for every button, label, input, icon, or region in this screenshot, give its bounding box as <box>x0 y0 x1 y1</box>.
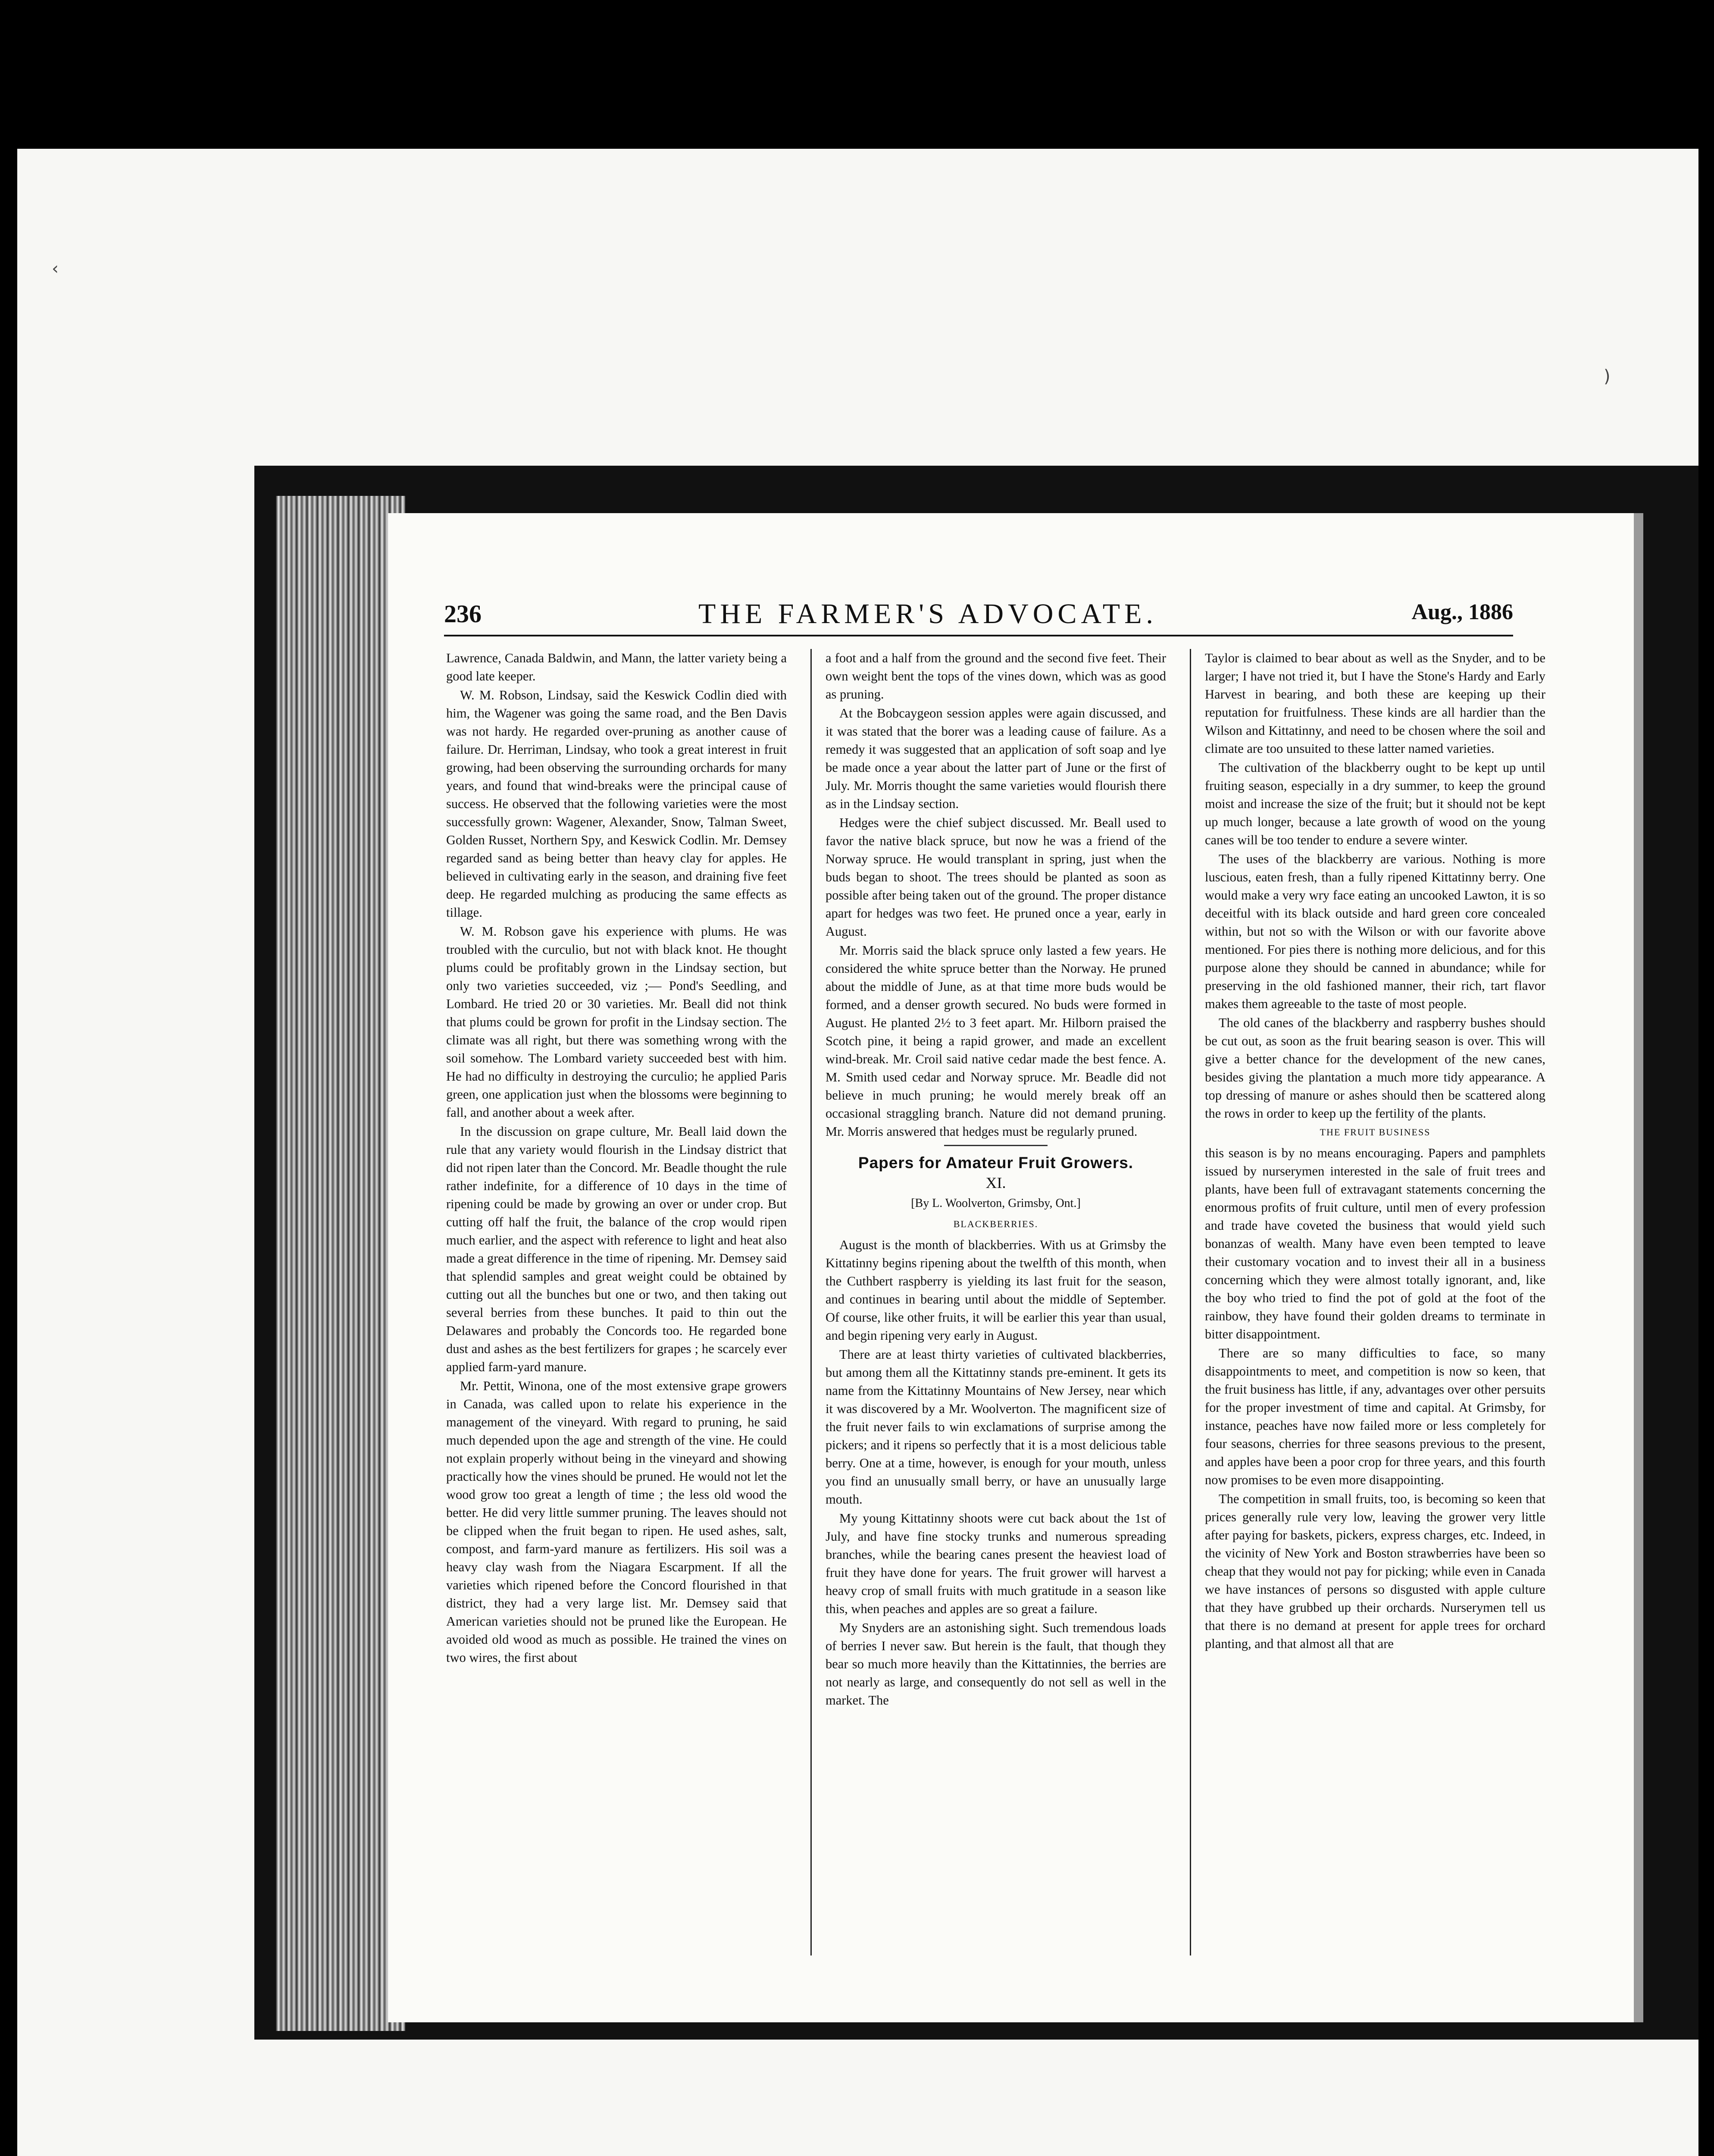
paragraph: a foot and a half from the ground and the second five feet. Their own weight bent the tops of the vines down, which was as good as pruning. <box>826 651 1166 702</box>
page-number: 236 <box>444 600 482 628</box>
issue-date: Aug., 1886 <box>1411 600 1513 624</box>
paragraph: W. M. Robson, Lindsay, said the Keswick Codlin died with him, the Wagener was going the same road, and the Ben Davis was not hardy. He regarded over-pruning as another cause of failure. Dr. Herriman, Lindsay, who took a great interest in fruit growing, had been observing the surrounding orchards for many years, and found that wind-breaks were the principal cause of success. He observed that the following varieties were the most successfully grown: Wagener, Alexander, Snow, Talman Sweet, Golden Russet, Northern Spy, and Keswick Codlin. Mr. Demsey regarded sand as being better than heavy clay for apples. He believed in cultivating early in the season, and draining five feet deep. He regarded mulching as producing the same effects as tillage. <box>446 688 787 920</box>
scan-mark: ) <box>1604 367 1611 386</box>
paragraph: Mr. Pettit, Winona, one of the most extensive grape growers in Canada, was called upon to relate his experience in the management of the vineyard. With regard to pruning, he said much depended upon the age and strength of the vine. He could not explain properly without being in the vineyard and showing practically how the vines should be pruned. He would not let the wood grow too great a length of time ; the less old wood the better. He did very little summer pruning. The leaves should not be clipped when the fruit began to ripen. He used ashes, salt, compost, and farm-yard manure as fertilizers. His soil was a heavy clay wash from the Niagara Escarpment. If all the varieties which ripened before the Concord flourished in that district, they had a very large list. Mr. Demsey said that American varieties should not be pruned like the European. He avoided old wood as much as possible. He trained the vines on two wires, the first about <box>446 1379 787 1665</box>
column-rule <box>810 649 812 1955</box>
paragraph: W. M. Robson gave his experience with plums. He was troubled with the curculio, but not with black knot. He thought plums could be profitably grown in the Lindsay section, but only two varieties succeeded, viz ;— Pond's Seedling, and Lombard. He tried 20 or 30 varieties. Mr. Beall did not think that plums could be grown for profit in the Lindsay section. The climate was all right, but there was something wrong with the soil somehow. The Lombard variety succeeded best with him. He had no difficulty in destroying the curculio; he applied Paris green, one application just when the blossoms were beginning to fall, and another about a week after. <box>446 924 787 1120</box>
column-rule <box>1190 649 1191 1955</box>
paragraph: August is the month of blackberries. With us at Grimsby the Kittatinny begins ripening about the twelfth of this month, when the Cuthbert raspberry is yielding its last fruit for the season, and continues in bearing until about the middle of September. Of course, like other fruits, it will be earlier this year than usual, and begin ripening very early in August. <box>826 1238 1166 1343</box>
paragraph: There are at least thirty varieties of cultivated blackberries, but among them all the Kittatinny stands pre-eminent. It gets its name from the Kittatinny Mountains of New Jersey, near which it was discovered by a Mr. Woolverton. The magnificent size of the fruit never fails to win exclamations of surprise among the pickers; and it ripens so perfectly that it is a most delicious table berry. One at a time, however, is enough for your mouth, unless you find an unusually small berry, or have an unusually large mouth. <box>826 1347 1166 1507</box>
header-rule <box>444 635 1513 636</box>
paragraph: My young Kittatinny shoots were cut back about the 1st of July, and have fine stocky trunks and numerous spreading branches, while the bearing canes present the heaviest load of fruit they have done for years. The fruit grower will harvest a heavy crop of small fruits with much gratitude in a season like this, when peaches and apples are so great a failure. <box>826 1511 1166 1616</box>
paragraph: Mr. Morris said the black spruce only lasted a few years. He considered the white spruce better than the Norway. He pruned about the middle of June, as at that time more buds would be formed, and a denser growth secured. No buds were formed in August. He planted 2½ to 3 feet apart. Mr. Hilborn praised the Scotch pine, it being a rapid grower, and made an excellent wind-break. Mr. Croil said native cedar made the best fence. A. M. Smith used cedar and Norway spruce. Mr. Beadle did not believe in much pruning; he would merely break off an occasional straggling branch. Nature did not demand pruning. Mr. Morris answered that hedges must be regularly pruned. <box>826 943 1166 1139</box>
masthead-title: THE FARMER'S ADVOCATE. <box>698 598 1157 630</box>
column-1 <box>446 649 787 1964</box>
paragraph: Taylor is claimed to bear about as well as the Snyder, and to be larger; I have not tried it, but I have the Stone's Hardy and Early Harvest in bearing, and both these are keeping up their reputation for fruitfulness. These kinds are all hardier than the Wilson and Kittatinny, and need to be chosen where the soil and climate are too unsuited to these latter named varieties. <box>1205 651 1545 756</box>
newspaper-page <box>388 513 1634 2022</box>
paragraph: The uses of the blackberry are various. Nothing is more luscious, eaten fresh, than a fully ripened Kittatinny berry. One would make a very wry face eating an uncooked Lawton, it is so deceitful with its black outside and hard green core concealed within, but not so with the Wilson or with our favorite above mentioned. For pies there is nothing more delicious, and for this purpose alone they should be canned in abundance; while for preserving in the old fashioned manner, their rich, tart flavor makes them agreeable to the taste of most people. <box>1205 852 1545 1011</box>
paragraph: Lawrence, Canada Baldwin, and Mann, the latter variety being a good late keeper. <box>446 651 787 683</box>
page-edges <box>276 496 405 2031</box>
column-2 <box>826 649 1166 1964</box>
article-number: XI. <box>985 1174 1006 1191</box>
article-heading: Papers for Amateur Fruit Growers. <box>858 1154 1134 1172</box>
article-byline: [By L. Woolverton, Grimsby, Ont.] <box>911 1197 1081 1210</box>
paragraph: My Snyders are an astonishing sight. Such tremendous loads of berries I never saw. But herein is the fault, that though they bear so much more heavily than the Kittatinnies, the berries are not nearly as large, and consequently do not sell as well in the market. The <box>826 1620 1166 1708</box>
page-right-edge <box>1634 513 1643 2022</box>
scan-mark: ‹ <box>52 259 59 279</box>
column-3 <box>1205 649 1545 1964</box>
paragraph: this season is by no means encouraging. Papers and pamphlets issued by nurserymen interested in the sale of fruit trees and plants, have been full of extravagant statements concerning the enormous profits of fruit culture, until men of every profession and trade have coveted the business that would yield such bonanzas of wealth. Many have even been tempted to leave their customary vocation and to invest their all in a business concerning which they were almost totally ignorant, and, like the boy who tried to find the pot of gold at the foot of the rainbow, they have found their golden dreams to terminate in bitter disappointment. <box>1205 1146 1545 1341</box>
paragraph: In the discussion on grape culture, Mr. Beall laid down the rule that any variety would flourish in the Lindsay district that did not ripen later than the Concord. Mr. Beadle thought the rule rather indefinite, for a difference of 10 days in the time of ripening could be made by growing an over or under crop. But cutting off half the fruit, the balance of the crop would ripen much earlier, and the aspect with reference to light and heat also made a great difference in the time of ripening. Mr. Demsey said that splendid samples and great weight could be obtained by cutting out all the bunches but one or two, and then taking out several berries from these bunches. It paid to thin out the Delawares and probably the Concords too. He regarded bone dust and ashes as the best fertilizers for grapes ; he scarcely ever applied farm-yard manure. <box>446 1124 787 1374</box>
paragraph: The cultivation of the blackberry ought to be kept up until fruiting season, especially in a dry summer, to keep the ground moist and increase the size of the fruit; but it should not be kept up much longer, because a late growth of wood on the young canes will be too tender to endure a severe winter. <box>1205 760 1545 847</box>
paragraph: The old canes of the blackberry and raspberry bushes should be cut out, as soon as the fruit bearing season is over. This will give a better chance for the development of the new canes, besides giving the plantation a much more tidy appearance. A top dressing of manure or ashes should then be scattered along the rows in order to keep up the fertility of the plants. <box>1205 1015 1545 1121</box>
section-rule <box>944 1145 1048 1146</box>
page-header <box>444 599 1513 630</box>
paragraph: At the Bobcaygeon session apples were again discussed, and it was stated that the borer was a leading cause of failure. As a remedy it was suggested that an application of soft soap and lye be made once a year about the latter part of June or the first of July. Mr. Morris thought the same varieties would flourish there as in the Lindsay section. <box>826 706 1166 811</box>
section-subhead: THE FRUIT BUSINESS <box>1320 1127 1431 1138</box>
article-subhead: BLACKBERRIES. <box>953 1219 1038 1229</box>
paragraph: There are so many difficulties to face, so many disappointments to meet, and competition is now so keen, that the fruit business has little, if any, advantages over other persuits for the proper investment of time and capital. At Grimsby, for instance, peaches have now failed more or less completely for four seasons, cherries for three seasons previous to the present, and apples have been a poor crop for three years, and this fourth now promises to be even more disappointing. <box>1205 1346 1545 1487</box>
paragraph: Hedges were the chief subject discussed. Mr. Beall used to favor the native black spruce, but now he was a friend of the Norway spruce. He would transplant in spring, just when the buds began to shoot. The trees should be planted as soon as possible after being taken out of the ground. The proper distance apart for hedges was two feet. He pruned once a year, early in August. <box>826 815 1166 939</box>
paragraph: The competition in small fruits, too, is becoming so keen that prices generally rule very low, leaving the grower very little after paying for baskets, pickers, express charges, etc. Indeed, in the vicinity of New York and Boston strawberries have been so cheap that they would not pay for picking; while even in Canada we have instances of persons so disgusted with apple culture that they have grubbed up their orchards. Nurserymen tell us that there is no demand at present for apple trees for orchard planting, and that almost all that are <box>1205 1492 1545 1651</box>
